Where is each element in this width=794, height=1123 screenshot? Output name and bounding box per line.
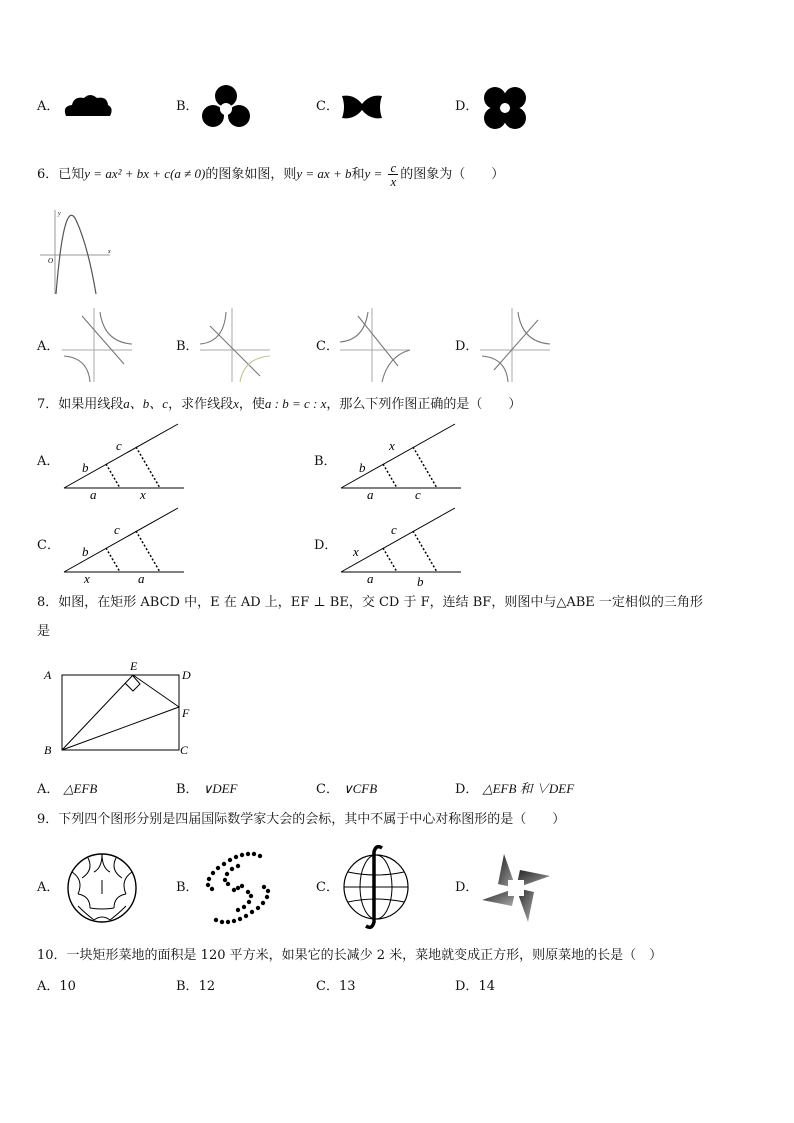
q7-option-d-label: D． (314, 538, 338, 553)
q10-option-b-label: B． (176, 979, 199, 994)
q8-pt-b: B (44, 743, 52, 757)
q7d-b1: a (367, 571, 374, 586)
q10-option-c-label: C． (316, 979, 339, 994)
q9-option-d-label: D． (455, 880, 479, 895)
q8-pt-e: E (130, 659, 138, 673)
q6-pre: 6．已知 (37, 167, 85, 182)
q6-graph-x: x (108, 249, 111, 255)
q7-x: x (233, 396, 239, 411)
q10-option-d-label: D． (455, 979, 479, 994)
q6-option-b-graph (198, 306, 278, 384)
q9-logo-a-circle-arcs (64, 850, 140, 926)
q7d-s2: c (391, 522, 397, 537)
q6-graph-y: y (58, 211, 61, 217)
q5-option-d-label: D． (455, 99, 479, 114)
q5-option-b-label: B． (176, 99, 199, 114)
q7-post: ，那么下列作图正确的是（ ） (326, 397, 522, 412)
q8-option-b-text: ∨DEF (202, 781, 238, 796)
q7b-s2: x (389, 438, 395, 453)
q10-option-d-text: 14 (478, 979, 495, 994)
q5-shape-d-quatrefoil (479, 85, 531, 131)
q9-option-c-label: C． (316, 880, 339, 895)
q6-option-d-label: D． (455, 339, 479, 354)
q7b-s1: b (359, 460, 366, 475)
q9-question-text: 9．下列四个图形分别是四届国际数学家大会的会标，其中不属于中心对称图形的是（ ） (37, 812, 566, 827)
q7c-b1: x (84, 571, 90, 586)
q7-option-c-label: C． (37, 538, 60, 553)
q6-question-text (37, 161, 504, 188)
q7c-s1: b (82, 544, 89, 559)
q8-pt-a: A (44, 668, 52, 682)
q8-option-a (37, 781, 97, 798)
q7d-s1: x (353, 544, 359, 559)
q10-question-text: 10．一块矩形菜地的面积是 120 平方米，如果它的长减少 2 米，菜地就变成正方形，则原菜地的长是（ ） (37, 948, 663, 963)
q8-option-d-text: △EFB 和 ∨DEF (482, 781, 575, 796)
q6-frac-den: x (390, 174, 397, 189)
q8-question-line2: 是 (37, 624, 51, 639)
q7a-s2: c (116, 438, 122, 453)
q7-mid: ，求作线段 (168, 397, 234, 412)
q6-mid1: 的图象如图，则 (205, 167, 297, 182)
q9-option-b-label: B． (176, 880, 199, 895)
q5-shape-c-bowtie (340, 92, 384, 122)
q7-mid2: ，使 (238, 397, 265, 412)
q10-option-a-label: A． (37, 979, 60, 994)
q8-option-d-label: D． (455, 782, 479, 797)
q6-post: 的图象为（ ） (400, 167, 505, 182)
q6-option-a-label: A． (37, 339, 60, 354)
q6-frac-num: c (390, 160, 397, 175)
q8-rectangle-figure (40, 655, 210, 765)
q7a-b1: a (90, 487, 97, 502)
q8-option-b-label: B． (176, 782, 199, 797)
q7-option-a-label: A． (37, 454, 60, 469)
q8-pt-f: F (182, 706, 190, 720)
q6-mid2: 和 (351, 167, 365, 182)
q6-option-b-label: B． (176, 339, 199, 354)
q6-option-d-graph (478, 306, 558, 384)
q5-shape-a-cloud (62, 92, 114, 120)
q8-option-c (316, 781, 377, 798)
q5-option-c-label: C． (316, 99, 339, 114)
q6-option-c-graph (338, 306, 418, 384)
q7-question-text (37, 396, 521, 413)
q6-eq2: y = ax + b (296, 166, 352, 181)
q7-pre: 7．如果用线段 (37, 397, 124, 412)
q9-option-a-label: A． (37, 880, 60, 895)
q6-eq1: y = ax² + bx + c(a ≠ 0) (84, 166, 206, 181)
q6-graph-origin: O (48, 257, 54, 265)
q7a-b2: x (140, 487, 146, 502)
q8-option-c-label: C． (316, 782, 339, 797)
q9-logo-d-pinwheel (478, 850, 554, 926)
q7c-s2: c (114, 522, 120, 537)
q7a-s1: b (82, 460, 89, 475)
q8-option-a-text: △EFB (63, 781, 98, 796)
q6-fraction (388, 161, 398, 188)
q7-option-a-figure (62, 420, 192, 500)
q10-option-a (37, 979, 76, 995)
q6-option-a-graph (60, 306, 140, 384)
q8-option-c-text: ∨CFB (343, 781, 378, 796)
q10-option-d (455, 979, 495, 995)
q6-parabola-graph (38, 206, 118, 298)
q9-logo-b-dotted-spiral (200, 850, 276, 926)
q10-option-b (176, 979, 215, 995)
q10-option-c (316, 979, 356, 995)
q7-vars: a、b、c (123, 396, 169, 411)
q8-option-d (455, 781, 574, 798)
q5-option-a-label: A． (37, 99, 60, 114)
q8-question-line1: 8．如图，在矩形 ABCD 中，E 在 AD 上，EF ⊥ BE，交 CD 于 F，连结 BF，则图中与△ABE 一定相似的三角形 (37, 595, 703, 610)
q7c-b2: a (138, 571, 145, 586)
q7d-b2: b (417, 574, 424, 589)
q10-option-a-text: 10 (59, 979, 76, 994)
q10-option-b-text: 12 (198, 979, 216, 994)
q7-option-b-label: B． (314, 454, 337, 469)
q8-pt-c: C (180, 743, 189, 757)
q5-shape-b-trefoil (200, 84, 252, 130)
q10-option-c-text: 13 (338, 979, 356, 994)
q7-option-d-figure (339, 504, 469, 589)
q7-option-b-figure (339, 420, 469, 500)
q7b-b1: a (367, 487, 374, 502)
q9-logo-c-globe-integral (338, 844, 414, 930)
q8-option-b (176, 781, 238, 798)
q7-ratio: a : b = c : x (264, 396, 327, 411)
q8-pt-d: D (182, 668, 191, 682)
q6-eq3: y = (364, 166, 383, 181)
q7-option-c-figure (62, 504, 192, 584)
q8-option-a-label: A． (37, 782, 60, 797)
q7b-b2: c (415, 487, 421, 502)
q6-option-c-label: C． (316, 339, 339, 354)
